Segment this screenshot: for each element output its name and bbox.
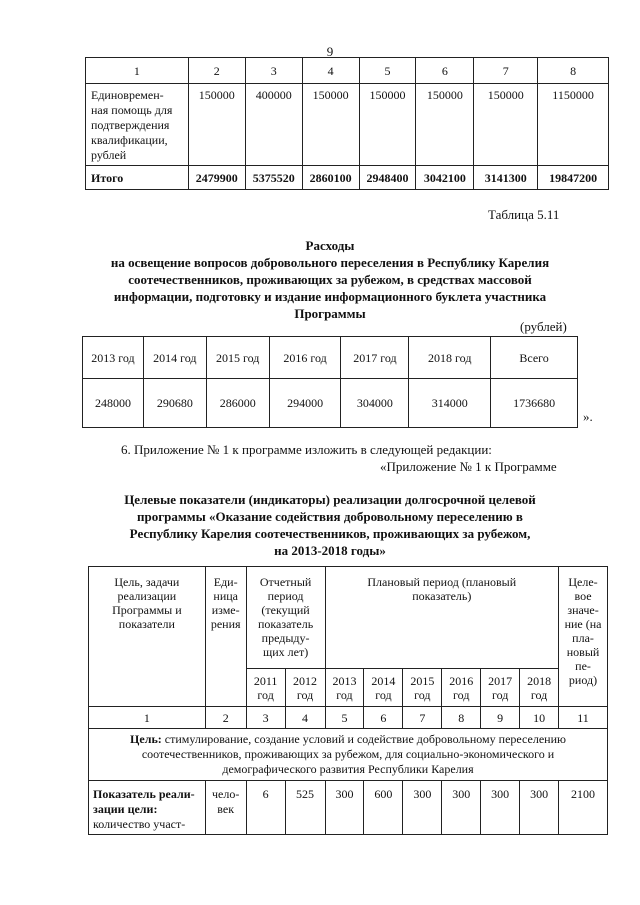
table-row	[86, 84, 609, 166]
column-number: 5	[325, 707, 364, 729]
header-cell: 2	[188, 58, 245, 84]
total-cell: 2860100	[302, 166, 359, 190]
page-number: 9	[326, 44, 334, 59]
table-cell: 300	[481, 781, 520, 835]
column-number: 9	[481, 707, 520, 729]
table-row	[83, 379, 578, 428]
header-cell: 2013 год	[83, 337, 144, 379]
year-cell: 2018 год	[520, 669, 559, 707]
header-cell: 4	[302, 58, 359, 84]
year-cell: 2013 год	[325, 669, 364, 707]
column-number: 2	[205, 707, 246, 729]
total-cell: 2948400	[359, 166, 416, 190]
header-cell: 2015 год	[206, 337, 269, 379]
header-cell: 2017 год	[341, 337, 409, 379]
total-cell: 3141300	[474, 166, 538, 190]
header-cell: 7	[474, 58, 538, 84]
column-number: 4	[285, 707, 325, 729]
column-numbers-row	[89, 707, 608, 729]
column-number: 11	[559, 707, 608, 729]
table-cell: 300	[442, 781, 481, 835]
column-number: 10	[520, 707, 559, 729]
total-cell: 5375520	[245, 166, 302, 190]
total-cell: 2479900	[188, 166, 245, 190]
table-cell: 300	[403, 781, 442, 835]
header-row	[89, 567, 608, 669]
header-cell: Всего	[491, 337, 578, 379]
indicator-unit: чело- век	[205, 781, 246, 835]
expenses-title: Расходы на освещение вопросов добровольного переселения в Республику Карелия соотечественников, проживающих за рубежом, в средствах массовой информации, подготовку и издание информационного буклета участника Программы	[110, 238, 550, 321]
header-cell: 3	[245, 58, 302, 84]
planned-period-header: Плановый период (плановый показатель)	[325, 567, 559, 669]
goal-header: Цель, задачи реализации Программы и показатели	[89, 567, 206, 707]
table-cell: 6	[246, 781, 285, 835]
header-cell: 5	[359, 58, 416, 84]
target-value-header: Целе- вое значе- ние (на пла- новый пе- риод)	[559, 567, 608, 707]
table-cell: 150000	[474, 84, 538, 166]
table-cell: 525	[285, 781, 325, 835]
table-cell: 248000	[83, 379, 144, 428]
header-cell: 2018 год	[409, 337, 491, 379]
unit-header: Еди- ница изме- рения	[205, 567, 246, 707]
table-cell: 294000	[269, 379, 341, 428]
column-number: 6	[364, 707, 403, 729]
expenses-table	[82, 336, 578, 428]
indicator-label: Показатель реали- зации цели: количество участ-	[89, 781, 206, 835]
table-cell: 150000	[188, 84, 245, 166]
table-cell: 2100	[559, 781, 608, 835]
column-number: 8	[442, 707, 481, 729]
table-cell: 400000	[245, 84, 302, 166]
amendment-line: 6. Приложение № 1 к программе изложить в следующей редакции:	[121, 442, 492, 457]
total-label: Итого	[86, 166, 189, 190]
closing-quote: ».	[583, 409, 593, 424]
continuation-table	[85, 57, 609, 190]
header-cell: 2014 год	[143, 337, 206, 379]
table-cell: 1150000	[538, 84, 609, 166]
table-cell: 286000	[206, 379, 269, 428]
table-cell: 300	[520, 781, 559, 835]
header-cell: 2016 год	[269, 337, 341, 379]
total-cell: 3042100	[416, 166, 474, 190]
year-cell: 2017 год	[481, 669, 520, 707]
table-cell: 300	[325, 781, 364, 835]
total-cell: 19847200	[538, 166, 609, 190]
table-cell: 314000	[409, 379, 491, 428]
table-cell: 150000	[359, 84, 416, 166]
targets-table	[88, 566, 608, 835]
year-cell: 2016 год	[442, 669, 481, 707]
column-number: 7	[403, 707, 442, 729]
header-cell: 6	[416, 58, 474, 84]
goal-row	[89, 729, 608, 781]
header-row	[83, 337, 578, 379]
header-cell: 8	[538, 58, 609, 84]
row-label: Единовремен- ная помощь для подтверждения квалификации, рублей	[86, 84, 189, 166]
unit-label: (рублей)	[520, 319, 567, 334]
table-cell: 150000	[416, 84, 474, 166]
table-cell: 600	[364, 781, 403, 835]
year-cell: 2014 год	[364, 669, 403, 707]
year-cell: 2012 год	[285, 669, 325, 707]
reporting-period-header: Отчетный период (текущий показатель предыду- щих лет)	[246, 567, 325, 669]
goal-text: Цель: стимулирование, создание условий и содействие добровольному переселению соотечественников, проживающих за рубежом, для социально-экономического и демографического развития Республики Карелия	[89, 729, 608, 781]
year-cell: 2015 год	[403, 669, 442, 707]
table-caption: Таблица 5.11	[488, 207, 560, 222]
column-number: 1	[89, 707, 206, 729]
table-cell: 150000	[302, 84, 359, 166]
indicator-row	[89, 781, 608, 835]
column-number: 3	[246, 707, 285, 729]
header-row	[86, 58, 609, 84]
year-cell: 2011 год	[246, 669, 285, 707]
header-cell: 1	[86, 58, 189, 84]
table-cell: 304000	[341, 379, 409, 428]
total-row	[86, 166, 609, 190]
appendix-reference: «Приложение № 1 к Программе	[380, 459, 557, 474]
targets-title: Целевые показатели (индикаторы) реализации долгосрочной целевой программы «Оказание содействия добровольному переселению в Республику Карелия соотечественников, проживающих за рубежом, на 2013-2018 годы»	[124, 492, 536, 558]
table-cell: 290680	[143, 379, 206, 428]
table-cell: 1736680	[491, 379, 578, 428]
